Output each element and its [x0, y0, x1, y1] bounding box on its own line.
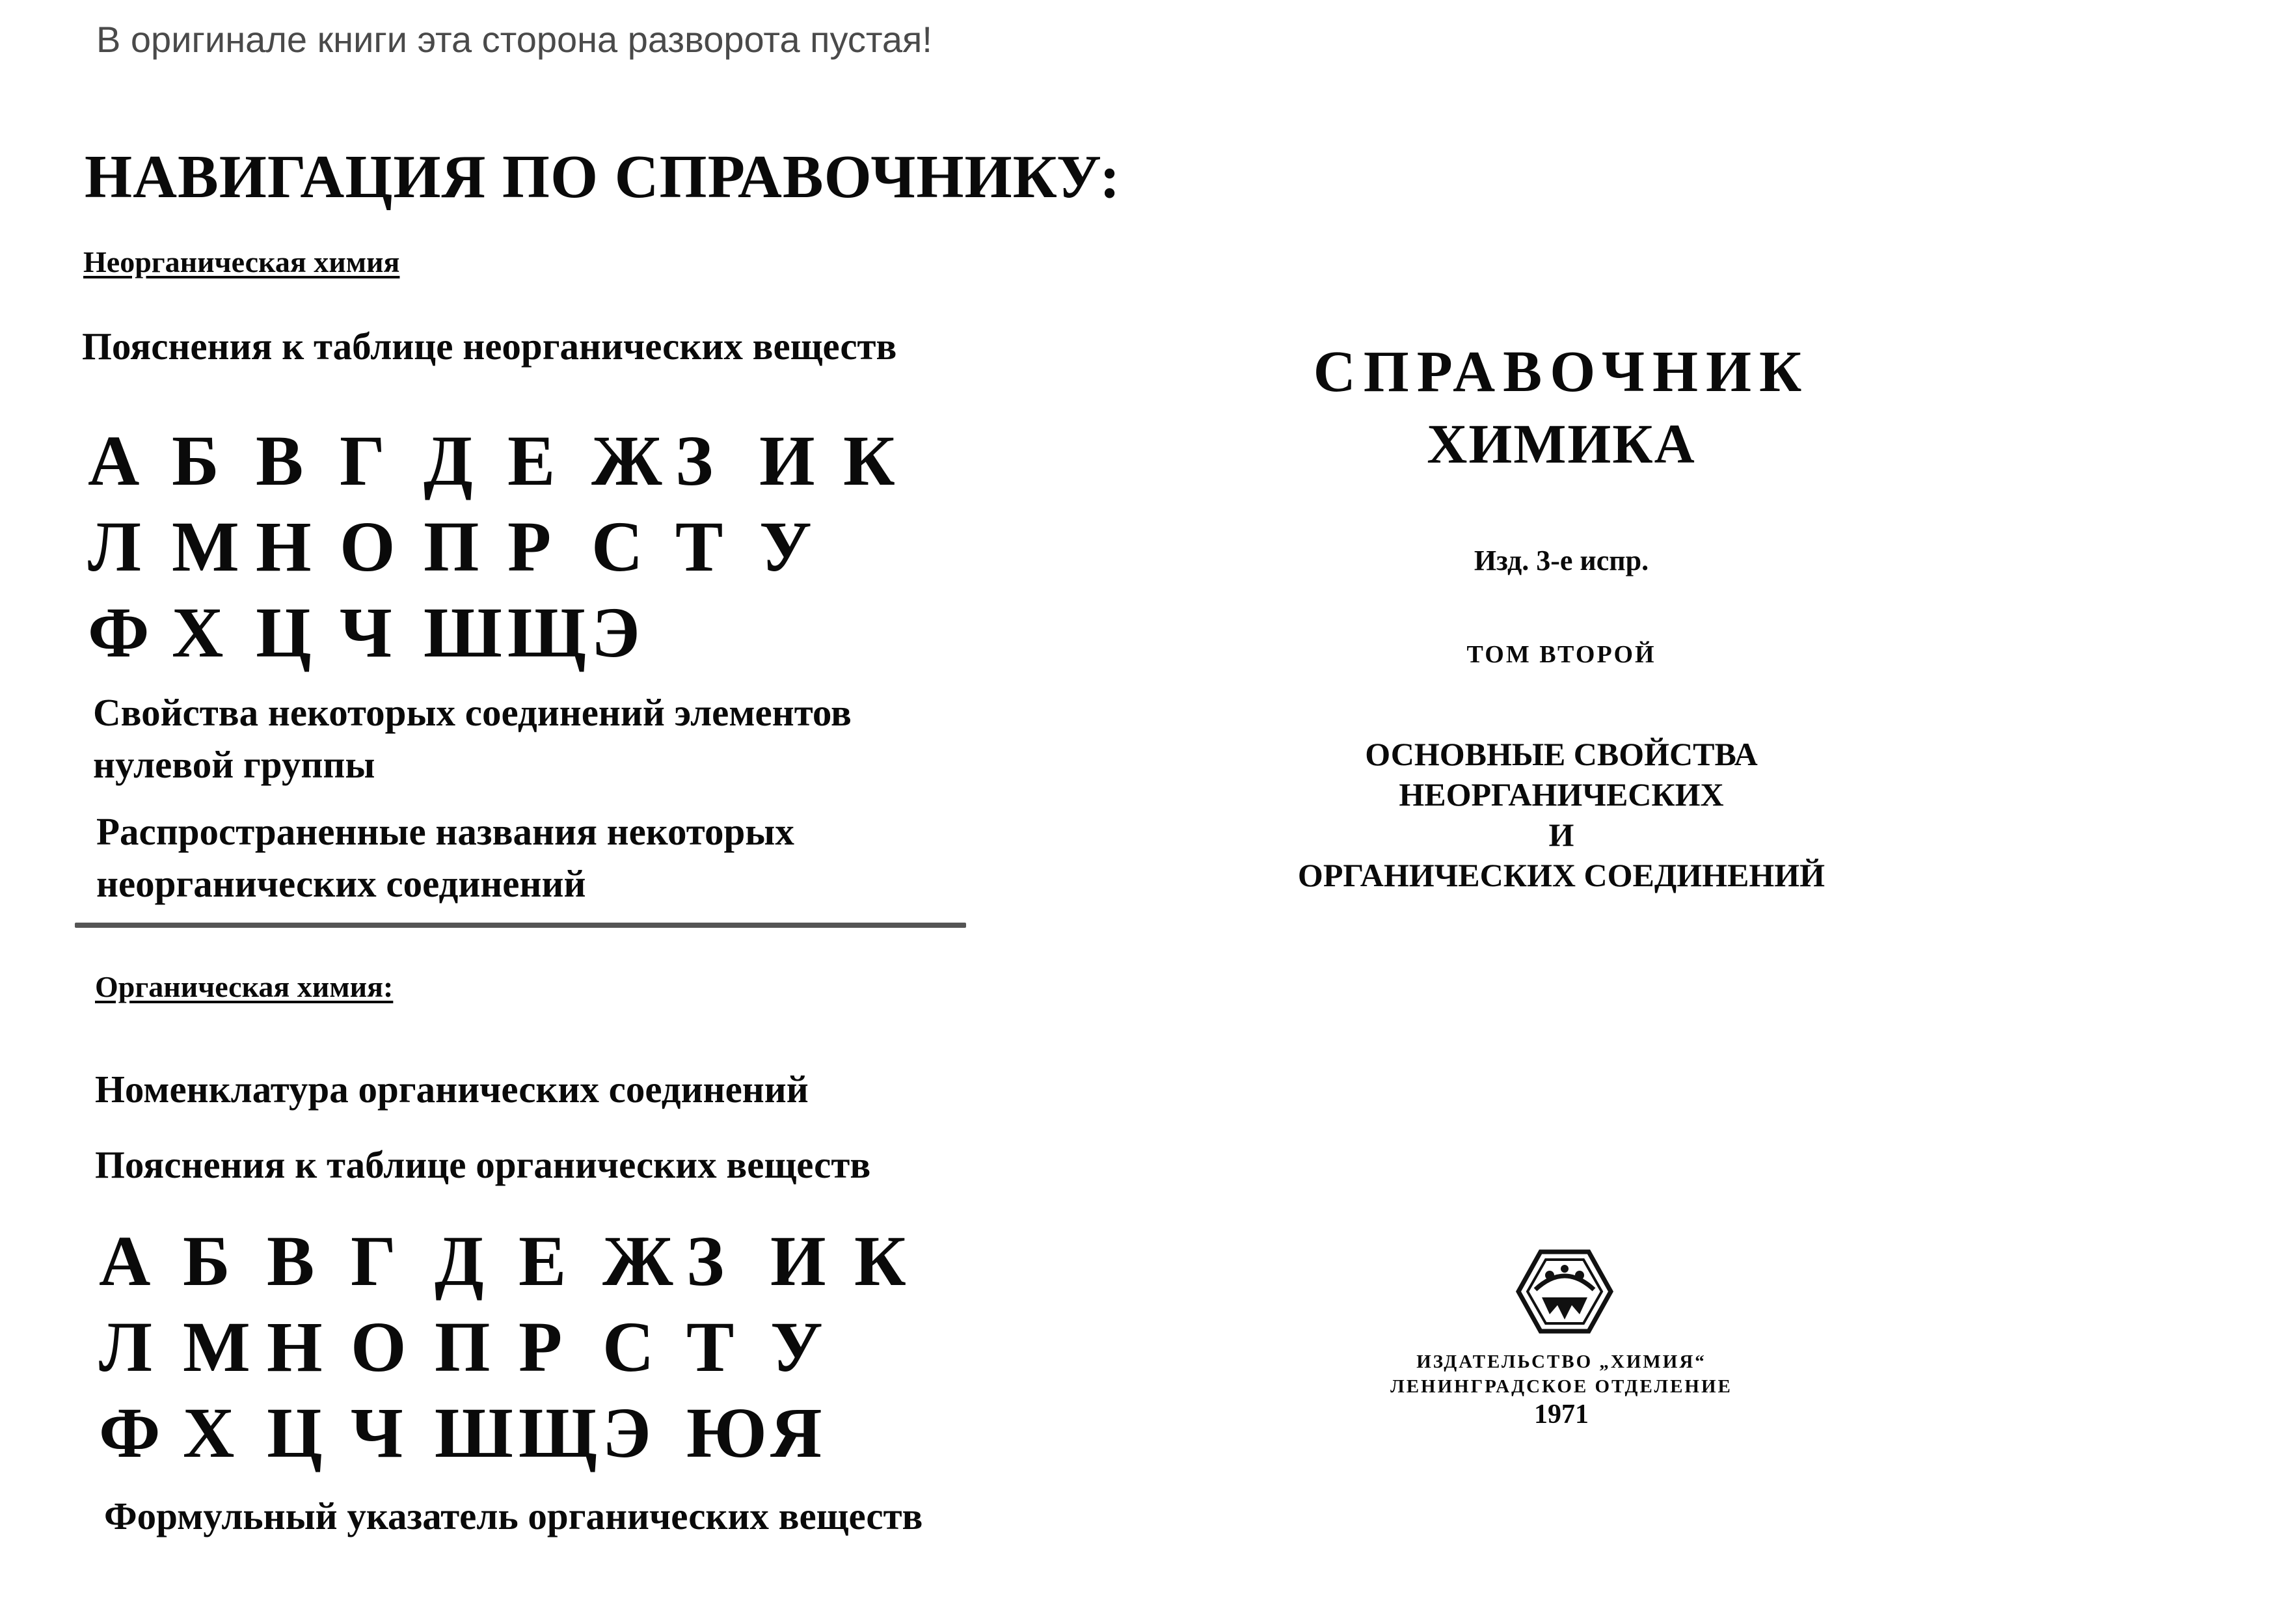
inorg-letter-Б[interactable]: Б — [172, 421, 219, 500]
inorganic-letter-row-2 — [88, 508, 927, 586]
org-letter-С[interactable]: С — [602, 1307, 654, 1387]
publisher — [1171, 1349, 1952, 1399]
inorg-letter-Н[interactable]: Н — [256, 507, 312, 586]
org-letter-Р[interactable]: Р — [519, 1307, 563, 1387]
inorg-letter-С[interactable]: С — [591, 507, 643, 586]
subtitle-line2: НЕОРГАНИЧЕСКИХ — [1399, 776, 1724, 813]
publisher-line1: ИЗДАТЕЛЬСТВО „ХИМИЯ“ — [1416, 1351, 1706, 1372]
inorg-letter-Е[interactable]: Е — [507, 421, 556, 500]
blank-page-note: В оригинале книги эта сторона разворота пустая! — [96, 19, 932, 60]
publication-year: 1971 — [1534, 1400, 1589, 1429]
organic-explanations-link[interactable]: Пояснения к таблице органических веществ — [95, 1143, 871, 1186]
inorganic-alphabet — [88, 422, 927, 671]
inorg-letter-Ж[interactable]: Ж — [591, 421, 662, 500]
inorg-letter-А[interactable]: А — [88, 421, 140, 500]
inorg-letter-В[interactable]: В — [256, 421, 304, 500]
org-letter-Ц[interactable]: Ц — [267, 1393, 323, 1472]
org-letter-А[interactable]: А — [99, 1221, 151, 1301]
nomenclature-link[interactable]: Номенклатура органических соединений — [95, 1068, 809, 1111]
inorganic-letter-row-3 — [88, 593, 927, 671]
org-letter-Н[interactable]: Н — [267, 1307, 323, 1387]
org-letter-Т[interactable]: Т — [686, 1307, 734, 1387]
inorg-letter-Щ[interactable]: Щ — [507, 593, 586, 672]
org-letter-Ф[interactable]: Ф — [99, 1393, 161, 1472]
subtitle-line3: И — [1548, 817, 1574, 853]
org-letter-О[interactable]: О — [351, 1307, 407, 1387]
inorg-letter-Т[interactable]: Т — [675, 507, 723, 586]
org-letter-И[interactable]: И — [770, 1221, 826, 1301]
organic-letter-row-1 — [99, 1222, 938, 1300]
book-title — [1171, 340, 1952, 476]
inorganic-explanations-link[interactable]: Пояснения к таблице неорганических веществ — [82, 325, 897, 368]
common-names-link-line1[interactable]: Распространенные названия некоторых — [96, 810, 794, 853]
book-subtitle — [1171, 734, 1952, 895]
inorg-letter-О[interactable]: О — [340, 507, 396, 586]
org-letter-М[interactable]: М — [183, 1307, 250, 1387]
org-letter-З[interactable]: З — [686, 1221, 725, 1301]
inorg-letter-У[interactable]: У — [759, 507, 812, 586]
org-letter-Ж[interactable]: Ж — [602, 1221, 673, 1301]
inorg-letter-Э[interactable]: Э — [591, 593, 640, 672]
publisher-line2: ЛЕНИНГРАДСКОЕ ОТДЕЛЕНИЕ — [1390, 1376, 1732, 1397]
book-title-line2: ХИМИКА — [1427, 413, 1696, 475]
inorg-letter-Г[interactable]: Г — [340, 421, 385, 500]
org-letter-Я[interactable]: Я — [770, 1393, 822, 1472]
organic-letter-row-2 — [99, 1308, 938, 1386]
common-names-link[interactable] — [96, 805, 794, 910]
org-letter-У[interactable]: У — [770, 1307, 823, 1387]
org-letter-Ш[interactable]: Ш — [435, 1393, 513, 1472]
volume-label: ТОМ ВТОРОЙ — [1466, 641, 1656, 668]
org-letter-Б[interactable]: Б — [183, 1221, 230, 1301]
org-letter-Л[interactable]: Л — [99, 1307, 152, 1387]
subtitle-line4: ОРГАНИЧЕСКИХ СОЕДИНЕНИЙ — [1297, 857, 1826, 893]
org-letter-Д[interactable]: Д — [435, 1221, 484, 1301]
formula-index-link[interactable]: Формульный указатель органических веществ — [104, 1495, 923, 1537]
org-letter-Г[interactable]: Г — [351, 1221, 396, 1301]
inorg-letter-П[interactable]: П — [424, 507, 479, 586]
org-letter-П[interactable]: П — [435, 1307, 491, 1387]
organic-letter-row-3 — [99, 1394, 938, 1472]
inorganic-heading[interactable]: Неорганическая химия — [83, 245, 400, 278]
inorg-letter-Ц[interactable]: Ц — [256, 593, 312, 672]
org-letter-Щ[interactable]: Щ — [519, 1393, 597, 1472]
organic-heading[interactable]: Органическая химия: — [95, 970, 394, 1003]
org-letter-Ч[interactable]: Ч — [351, 1393, 403, 1472]
inorg-letter-Ф[interactable]: Ф — [88, 593, 150, 672]
inorg-letter-К[interactable]: К — [843, 421, 895, 500]
common-names-link-line2[interactable]: неорганических соединений — [96, 862, 586, 905]
zero-group-link-line2[interactable]: нулевой группы — [93, 743, 375, 786]
org-letter-К[interactable]: К — [854, 1221, 906, 1301]
subtitle-line1: ОСНОВНЫЕ СВОЙСТВА — [1365, 736, 1758, 772]
org-letter-Е[interactable]: Е — [519, 1221, 567, 1301]
inorg-letter-Ч[interactable]: Ч — [340, 593, 392, 672]
inorg-letter-Л[interactable]: Л — [88, 507, 141, 586]
section-divider — [75, 923, 966, 928]
book-title-line1: СПРАВОЧНИК — [1313, 340, 1810, 404]
inorg-letter-Р[interactable]: Р — [507, 507, 552, 586]
zero-group-link-line1[interactable]: Свойства некоторых соединений элементов — [93, 691, 852, 734]
inorg-letter-И[interactable]: И — [759, 421, 815, 500]
publisher-logo-icon — [1516, 1249, 1613, 1334]
edition-label: Изд. 3-е испр. — [1474, 545, 1649, 576]
organic-alphabet — [99, 1222, 938, 1472]
org-letter-Х[interactable]: Х — [183, 1393, 235, 1472]
inorg-letter-З[interactable]: З — [675, 421, 714, 500]
inorg-letter-Х[interactable]: Х — [172, 593, 224, 672]
inorg-letter-М[interactable]: М — [172, 507, 239, 586]
org-letter-Э[interactable]: Э — [602, 1393, 651, 1472]
org-letter-Ю[interactable]: Ю — [686, 1393, 767, 1472]
org-letter-В[interactable]: В — [267, 1221, 315, 1301]
zero-group-link[interactable] — [93, 686, 852, 791]
inorg-letter-Д[interactable]: Д — [424, 421, 473, 500]
inorg-letter-Ш[interactable]: Ш — [424, 593, 502, 672]
navigation-title: НАВИГАЦИЯ ПО СПРАВОЧНИКУ: — [85, 143, 1121, 211]
inorganic-letter-row-1 — [88, 422, 927, 500]
